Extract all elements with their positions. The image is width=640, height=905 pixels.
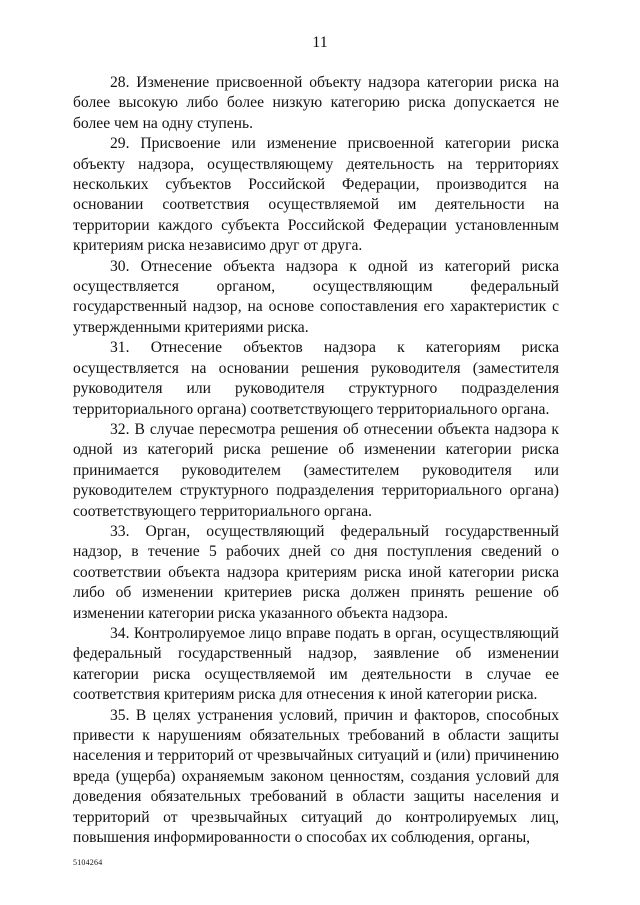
paragraph-32: 32. В случае пересмотра решения об отнесении объекта надзора к одной из категорий риска решение об изменении категории риска принимается руководителем (заместителем руководителя или руководителем структурного подразделения территориального органа) соответствующего территориального органа. xyxy=(73,420,559,520)
paragraph-33: 33. Орган, осуществляющий федеральный государственный надзор, в течение 5 рабочих дней со дня поступления сведений о соответствии объекта надзора критериям риска иной категории риска либо об изменении критериев риска должен принять решение об изменении категории риска указанного объекта надзора. xyxy=(73,522,559,622)
paragraph-31: 31. Отнесение объектов надзора к категориям риска осуществляется на основании решения руководителя (заместителя руководителя или руководителя структурного подразделения территориального органа) соответствующего территориального органа. xyxy=(73,339,559,418)
page-number: 11 xyxy=(312,34,328,51)
paragraph-28: 28. Изменение присвоенной объекту надзора категории риска на более высокую либо более низкую категорию риска допускается не более чем на одну ступень. xyxy=(73,74,559,132)
document-code: 5104264 xyxy=(73,858,103,867)
paragraph-35: 35. В целях устранения условий, причин и факторов, способных привести к нарушениям обязательных требований в области защиты населения и территорий от чрезвычайных ситуаций и (или) причинению вреда (ущерба) охраняемым законом ценностям, создания условий для доведения обязательных требований в области защиты населения и территорий от чрезвычайных ситуаций до контролируемых лиц, повышения информированности о способах их соблюдения, органы, xyxy=(73,706,559,847)
document-body xyxy=(73,73,559,848)
paragraph-30: 30. Отнесение объекта надзора к одной из категорий риска осуществляется органом, осуществляющим федеральный государственный надзор, на основе сопоставления его характеристик с утвержденными критериями риска. xyxy=(73,257,559,336)
paragraph-34: 34. Контролируемое лицо вправе подать в орган, осуществляющий федеральный государственный надзор, заявление об изменении категории риска осуществляемой им деятельности в случае ее соответствия критериям риска для отнесения к иной категории риска. xyxy=(73,624,559,704)
paragraph-29: 29. Присвоение или изменение присвоенной категории риска объекту надзора, осуществляющему деятельность на территориях нескольких субъектов Российской Федерации, производится на основании соответствия осуществляемой им деятельности на территории каждого субъекта Российской Федерации установленным критериям риска независимо друг от друга. xyxy=(73,135,559,255)
